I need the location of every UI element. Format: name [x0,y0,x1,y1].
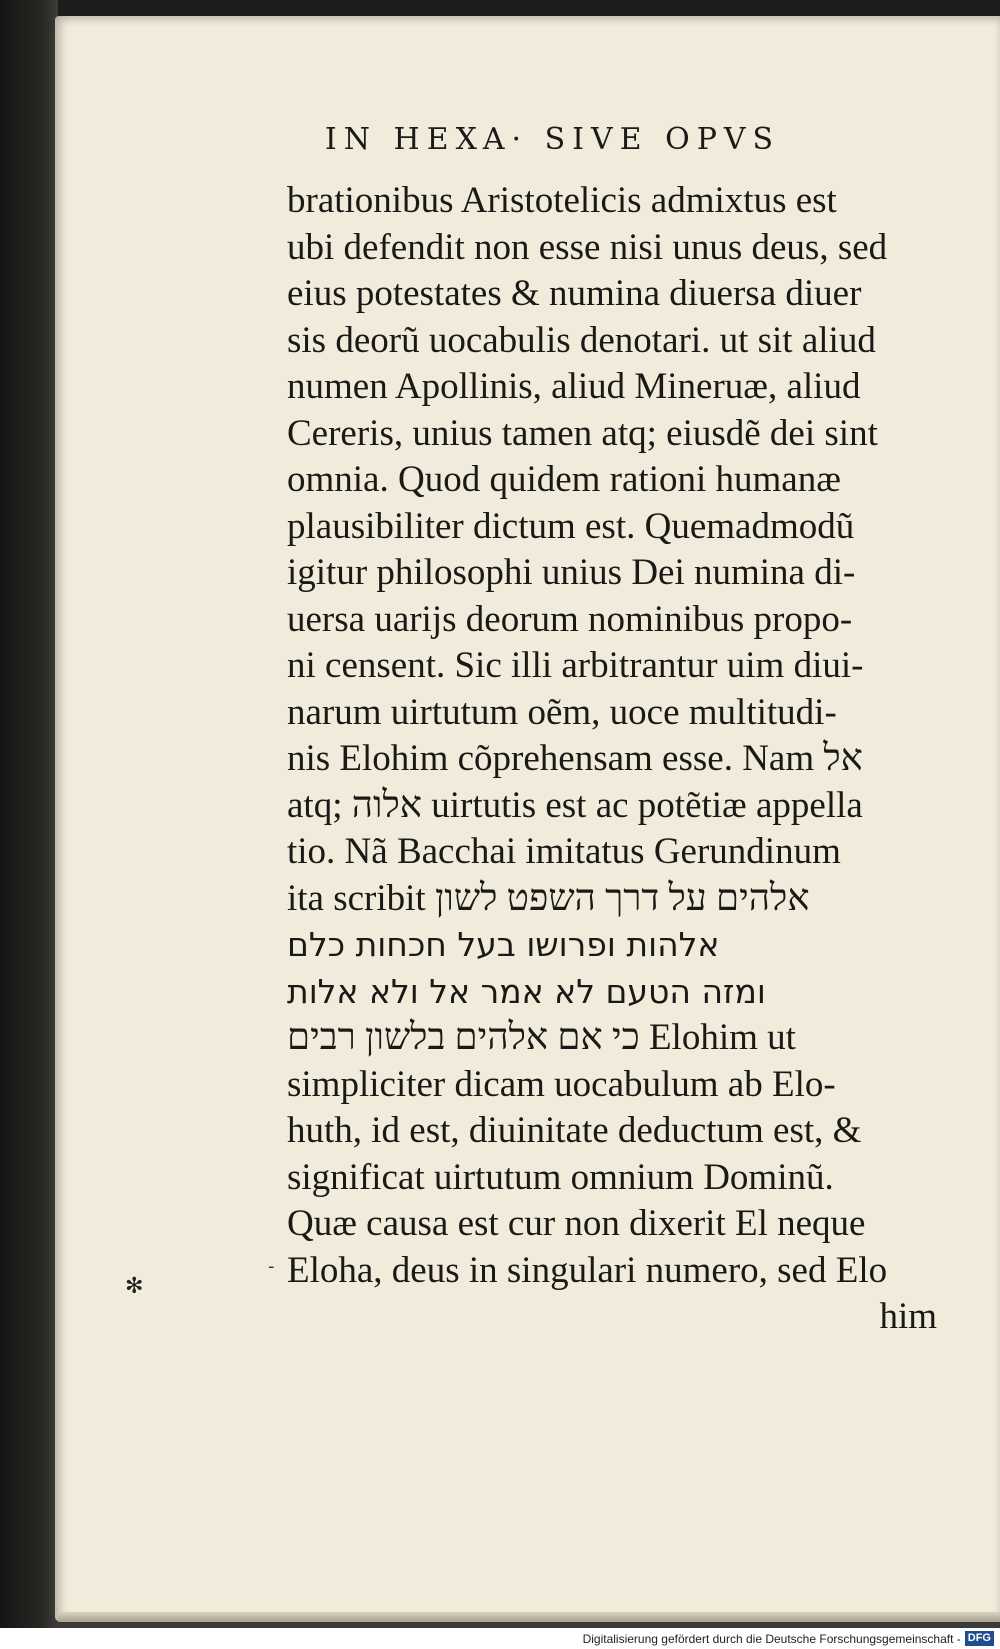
line-text: ni censent. Sic illi arbitrantur uim diui- [287,645,864,686]
hebrew-text: אלהות ופרושו בעל חכחות כלם [287,925,720,964]
page-bottom-edge [58,1612,1000,1622]
text-line [287,504,937,551]
line-text: Quæ causa est cur non dixerit El neque [287,1203,866,1244]
text-line [287,1015,937,1062]
line-text: significat uirtutum omnium Dominũ. [287,1156,834,1198]
line-text: omnia. Quod quidem rationi humanæ [287,459,841,500]
line-text: tio. Nã Bacchai imitatus Gerundinum [287,831,841,872]
catchword-line [287,1294,937,1341]
hebrew-text: ומזה הטעם לא אמר אל ולא אלות [287,971,766,1011]
text-line [287,318,937,365]
text-line [287,597,937,644]
line-text: huth, id est, diuinitate deductum est, & [287,1110,862,1151]
text-line [287,1248,937,1295]
text-line [287,643,937,690]
text-line [287,690,937,737]
line-text: ubi defendit non esse nisi unus deus, sed [287,226,888,268]
scan-left-edge [0,0,58,1649]
text-line [287,1155,937,1202]
line-text: numen Apollinis, aliud Mineruæ, aliud [287,366,861,407]
dfg-logo: DFG [965,1631,994,1646]
line-text: ita scribit אלהים על דרך השפט לשון [287,877,810,919]
text-line [287,225,937,272]
line-text: plausibiliter dictum est. Quemadmodũ [287,505,855,547]
text-line [287,829,937,876]
text-line [287,178,937,225]
text-line [287,783,937,830]
text-line [287,271,937,318]
line-text: uersa uariјs deorum nominibus propo- [287,598,853,640]
text-block [287,178,937,1341]
text-line [287,550,937,597]
line-text: brationibus Aristotelicis admixtus est [287,180,837,221]
footer-text: Digitalisierung gefördert durch die Deutsche Forschungsgemeinschaft - [582,1631,961,1646]
text-line [287,876,937,923]
text-line [287,1201,937,1248]
catchword: him [879,1296,937,1337]
hebrew-line [287,969,937,1016]
running-head: IN HEXA· SIVE OPVS [324,122,781,157]
hebrew-line [287,922,937,969]
line-text: Eloha, deus in singulari numero, sed Elo [287,1249,888,1291]
line-text: כי אם אלהים בלשון רבים Elohim ut [287,1017,796,1058]
digitization-footer [0,1628,1000,1649]
text-line [287,1108,937,1155]
book-page [55,16,1000,1621]
line-text: eius potestates & numina diuersa diuer [287,273,862,314]
line-text: atq; אלוה uirtutis est ac potẽtiæ appella [287,784,863,826]
ink-dash: - [268,1256,275,1277]
text-line [287,411,937,458]
ink-mark-icon: ✻ [125,1274,144,1299]
line-text: narum uirtutum oẽm, uoce multitudi- [287,691,837,733]
text-line [287,364,937,411]
line-text: sis deorũ uocabulis denotari. ut sit aliud [287,319,876,361]
text-line [287,457,937,504]
line-text: igitur philosophi unius Dei numina di- [287,552,856,593]
text-line [287,736,937,783]
line-text: simpliciter dicam uocabulum ab Elo- [287,1063,836,1105]
line-text: Cereris, unius tamen atq; eiusdẽ dei sint [287,412,878,454]
line-text: nis Elohim cõprehensam esse. Nam אל [287,738,863,779]
text-line [287,1062,937,1109]
